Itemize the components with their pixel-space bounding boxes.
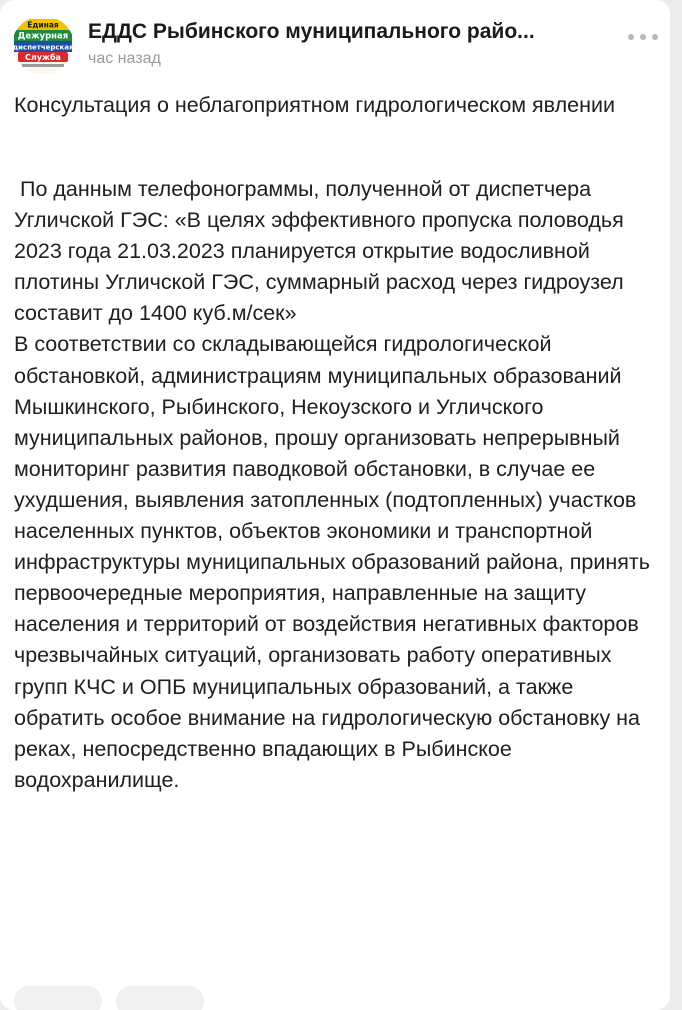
dot [628, 34, 634, 40]
reactions-bar [14, 986, 204, 1010]
logo-text-line-3: диспетчерская [12, 43, 74, 52]
author-name[interactable]: ЕДДС Рыбинского муниципального райо... [88, 20, 535, 43]
edds-logo-icon [12, 16, 74, 74]
dot [640, 34, 646, 40]
logo-text-line-4: Служба [25, 53, 61, 62]
post-paragraph-2: В соответствии со складывающейся гидрологической обстановкой, администрациям муниципальных образований Мышкинского, Рыбинского, Некоузского и Угличского муниципальных районов, прошу организовать непрерывный мониторинг развития паводковой обстановки, в случае ее ухудшения, выявления затопленных (подтопленных) участков населенных пунктов, объектов экономики и транспортной инфраструктуры муниципальных образований района, принять первоочередные мероприятия, направленные на защиту населения и территорий от воздействия негативных факторов чрезвычайных ситуаций, организовать работу оперативных групп КЧС и ОПБ муниципальных образований, а также обратить особое внимание на гидрологическую обстановку на реках, непосредственно впадающих в Рыбинское водохранилище. [14, 332, 650, 792]
post-paragraph-1 [14, 174, 659, 329]
comment-button[interactable] [116, 986, 204, 1010]
post-body [14, 174, 659, 796]
post-header [12, 16, 658, 76]
avatar[interactable] [12, 16, 74, 74]
dot [652, 34, 658, 40]
like-button[interactable] [14, 986, 102, 1010]
post-title: Консультация о неблагоприятном гидрологическом явлении [14, 93, 616, 117]
post-timestamp[interactable]: час назад [88, 50, 161, 67]
logo-text-line-1: Единая [27, 20, 59, 30]
post-paragraph-1-text: По данным телефонограммы, полученной от диспетчера Угличской ГЭС: «В целях эффективного пропуска половодья 2023 года 21.03.2023 планируется открытие водосливной плотины Угличской ГЭС, суммарный расход через гидроузел составит до 1400 куб.м/сек» [14, 177, 624, 326]
logo-text-line-2: Дежурная [17, 31, 69, 42]
more-dots-icon[interactable] [628, 30, 658, 44]
